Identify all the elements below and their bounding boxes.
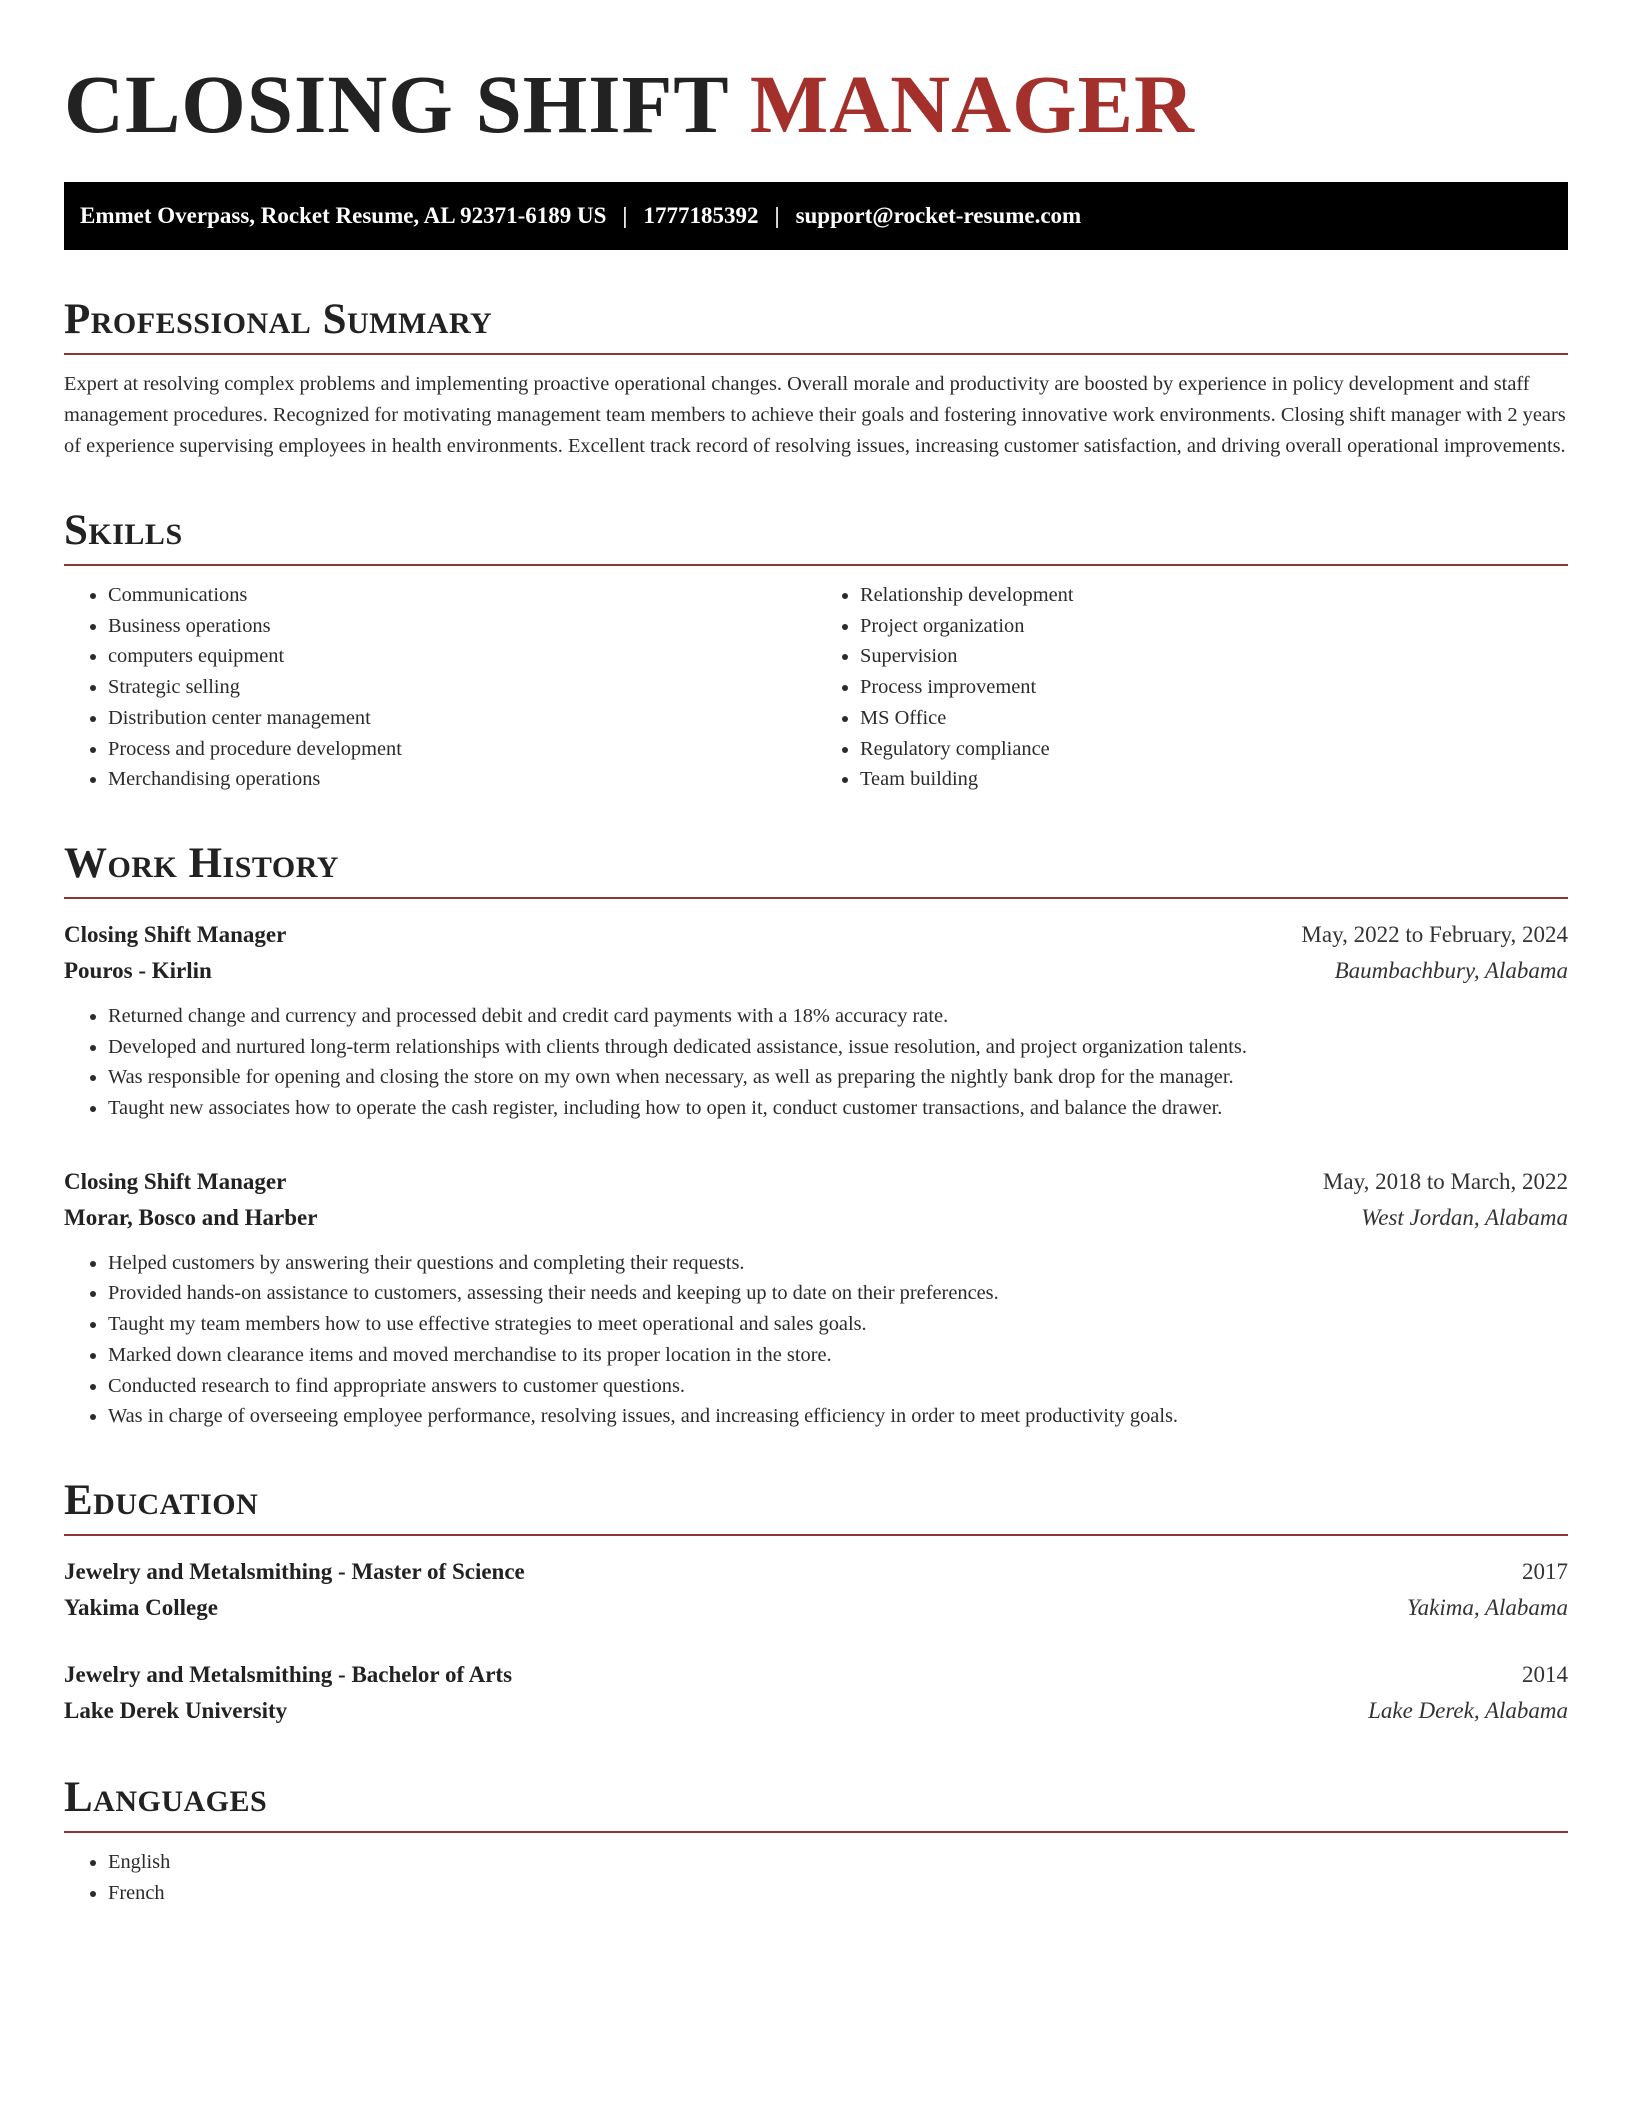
job-bullet: • Developed and nurtured long-term relationships with clients through dedicated assistance, issue resolution, and project organization talents.	[108, 1032, 1568, 1063]
skill-item: • Merchandising operations	[108, 764, 816, 795]
skill-item: • Strategic selling	[108, 672, 816, 703]
job-company: Morar, Bosco and Harber	[64, 1204, 318, 1230]
education-entry	[64, 1554, 1568, 1626]
language-item: • French	[108, 1878, 1568, 1909]
summary-heading: Professional Summary	[64, 295, 1568, 355]
skill-item: • Regulatory compliance	[860, 734, 1568, 765]
job-bullet: • Marked down clearance items and moved merchandise to its proper location in the store.	[108, 1340, 1568, 1371]
skill-item: • Process improvement	[860, 672, 1568, 703]
title-main: CLOSING SHIFT	[64, 58, 729, 150]
skill-item: • Business operations	[108, 611, 816, 642]
skill-item: • Process and procedure development	[108, 734, 816, 765]
languages-list	[64, 1847, 1568, 1908]
skills-heading: Skills	[64, 506, 1568, 566]
contact-separator: |	[774, 203, 780, 228]
job-company-row	[64, 953, 1568, 989]
education-location: Yakima, Alabama	[1406, 1594, 1568, 1620]
languages-section	[64, 1773, 1568, 1908]
language-item: • English	[108, 1847, 1568, 1878]
education-year: 2014	[1522, 1661, 1568, 1687]
job-company-row	[64, 1200, 1568, 1236]
job-header-row	[64, 1164, 1568, 1200]
job-location: West Jordan, Alabama	[1361, 1204, 1568, 1230]
work-history-heading: Work History	[64, 839, 1568, 899]
job-dates: May, 2018 to March, 2022	[1322, 1168, 1568, 1194]
summary-section	[64, 295, 1568, 462]
skill-item: • Project organization	[860, 611, 1568, 642]
education-heading: Education	[64, 1476, 1568, 1536]
languages-heading: Languages	[64, 1773, 1568, 1833]
education-school-row	[64, 1693, 1568, 1729]
education-degree-row	[64, 1657, 1568, 1693]
job-bullet: • Taught new associates how to operate the cash register, including how to open it, conduct customer transactions, and balance the drawer.	[108, 1093, 1568, 1124]
job-bullets	[64, 1248, 1568, 1432]
job-title: Closing Shift Manager	[64, 921, 287, 947]
skill-item: • Communications	[108, 580, 816, 611]
contact-phone: 1777185392	[643, 203, 759, 228]
skill-item: • Distribution center management	[108, 703, 816, 734]
summary-text: Expert at resolving complex problems and implementing proactive operational changes. Overall morale and productivity are boosted by experience in policy development and staff management procedures. Recognized for motivating management team members to achieve their goals and fostering innovative work environments. Closing shift manager with 2 years of experience supervising employees in health environments. Excellent track record of resolving issues, increasing customer satisfaction, and driving overall operational improvements.	[64, 373, 1566, 457]
contact-address: Emmet Overpass, Rocket Resume, AL 92371-6189 US	[80, 203, 607, 228]
job-dates: May, 2022 to February, 2024	[1301, 921, 1568, 947]
job-bullet: • Helped customers by answering their questions and completing their requests.	[108, 1248, 1568, 1279]
education-school: Lake Derek University	[64, 1697, 288, 1723]
contact-separator: |	[622, 203, 628, 228]
job-header-row	[64, 917, 1568, 953]
job-bullet: • Conducted research to find appropriate answers to customer questions.	[108, 1371, 1568, 1402]
education-school: Yakima College	[64, 1594, 218, 1620]
skills-grid	[64, 580, 1568, 795]
job-bullet: • Was responsible for opening and closing the store on my own when necessary, as well as preparing the nightly bank drop for the manager.	[108, 1062, 1568, 1093]
skill-item: • MS Office	[860, 703, 1568, 734]
job-title: Closing Shift Manager	[64, 1168, 287, 1194]
job-bullets	[64, 1001, 1568, 1124]
skill-item: • Relationship development	[860, 580, 1568, 611]
skill-item: • computers equipment	[108, 641, 816, 672]
education-degree-row	[64, 1554, 1568, 1590]
title-accent: MANAGER	[749, 58, 1195, 150]
job-bullet: • Provided hands-on assistance to customers, assessing their needs and keeping up to date on their preferences.	[108, 1278, 1568, 1309]
job-bullet: • Returned change and currency and processed debit and credit card payments with a 18% accuracy rate.	[108, 1001, 1568, 1032]
skill-item: • Team building	[860, 764, 1568, 795]
skills-list-left	[64, 580, 816, 795]
job-entry	[64, 917, 1568, 1124]
education-year: 2017	[1522, 1558, 1568, 1584]
job-location: Baumbachbury, Alabama	[1334, 957, 1568, 983]
contact-bar	[64, 182, 1568, 250]
education-location: Lake Derek, Alabama	[1368, 1697, 1568, 1723]
skill-item: • Supervision	[860, 641, 1568, 672]
job-bullet: • Taught my team members how to use effective strategies to meet operational and sales goals.	[108, 1309, 1568, 1340]
education-degree: Jewelry and Metalsmithing - Bachelor of Arts	[64, 1661, 513, 1687]
job-bullet: • Was in charge of overseeing employee performance, resolving issues, and increasing efficiency in order to meet productivity goals.	[108, 1401, 1568, 1432]
work-history-section	[64, 839, 1568, 1432]
job-company: Pouros - Kirlin	[64, 957, 212, 983]
education-school-row	[64, 1590, 1568, 1626]
skills-section	[64, 506, 1568, 795]
job-entry	[64, 1164, 1568, 1432]
education-section	[64, 1476, 1568, 1729]
education-entry	[64, 1657, 1568, 1729]
page-title	[64, 54, 1568, 154]
education-degree: Jewelry and Metalsmithing - Master of Science	[64, 1558, 525, 1584]
contact-email: support@rocket-resume.com	[795, 203, 1082, 228]
skills-list-right	[816, 580, 1568, 795]
